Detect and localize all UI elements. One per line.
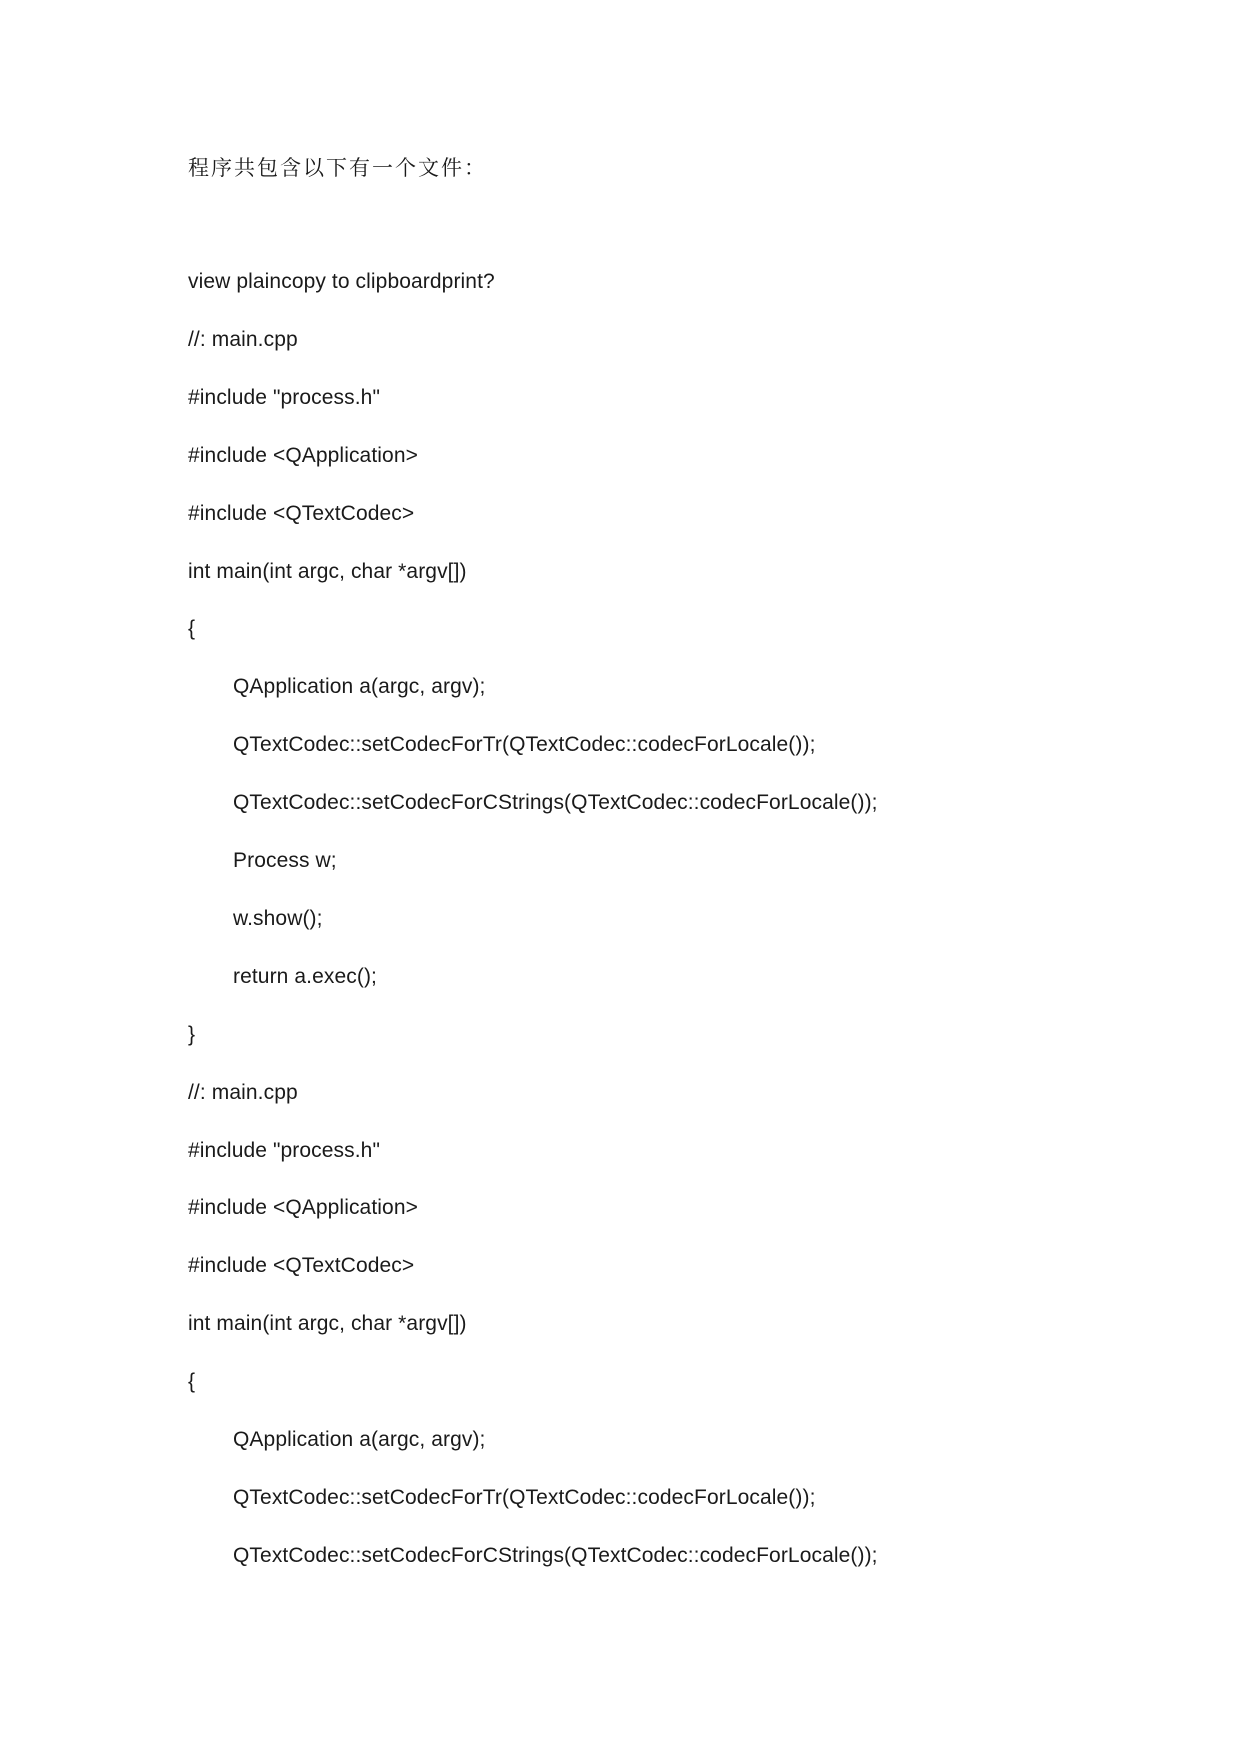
code-line: int main(int argc, char *argv[])	[188, 560, 467, 583]
code-line: #include <QApplication>	[188, 1196, 418, 1219]
code-line: #include <QTextCodec>	[188, 502, 415, 525]
code-line: #include "process.h"	[188, 1139, 381, 1162]
code-line: #include "process.h"	[188, 386, 381, 409]
code-line: {	[188, 617, 196, 640]
code-line: #include <QTextCodec>	[188, 1254, 415, 1277]
code-line: Process w;	[233, 849, 337, 872]
code-line: #include <QApplication>	[188, 444, 418, 467]
code-line: }	[188, 1023, 196, 1046]
code-line: view plaincopy to clipboardprint?	[188, 270, 495, 293]
code-line: QTextCodec::setCodecForCStrings(QTextCodec::codecForLocale());	[233, 791, 878, 814]
code-line: //: main.cpp	[188, 1081, 298, 1104]
code-line: return a.exec();	[233, 965, 377, 988]
code-line: QTextCodec::setCodecForTr(QTextCodec::codecForLocale());	[233, 1486, 816, 1509]
code-line: w.show();	[233, 907, 323, 930]
code-line: QApplication a(argc, argv);	[233, 1428, 486, 1451]
code-line: QTextCodec::setCodecForTr(QTextCodec::codecForLocale());	[233, 733, 816, 756]
code-line: QTextCodec::setCodecForCStrings(QTextCodec::codecForLocale());	[233, 1544, 878, 1567]
code-line: //: main.cpp	[188, 328, 298, 351]
code-line: QApplication a(argc, argv);	[233, 675, 486, 698]
code-line: {	[188, 1370, 196, 1393]
intro-paragraph: 程序共包含以下有一个文件：	[188, 156, 487, 180]
code-line: int main(int argc, char *argv[])	[188, 1312, 467, 1335]
